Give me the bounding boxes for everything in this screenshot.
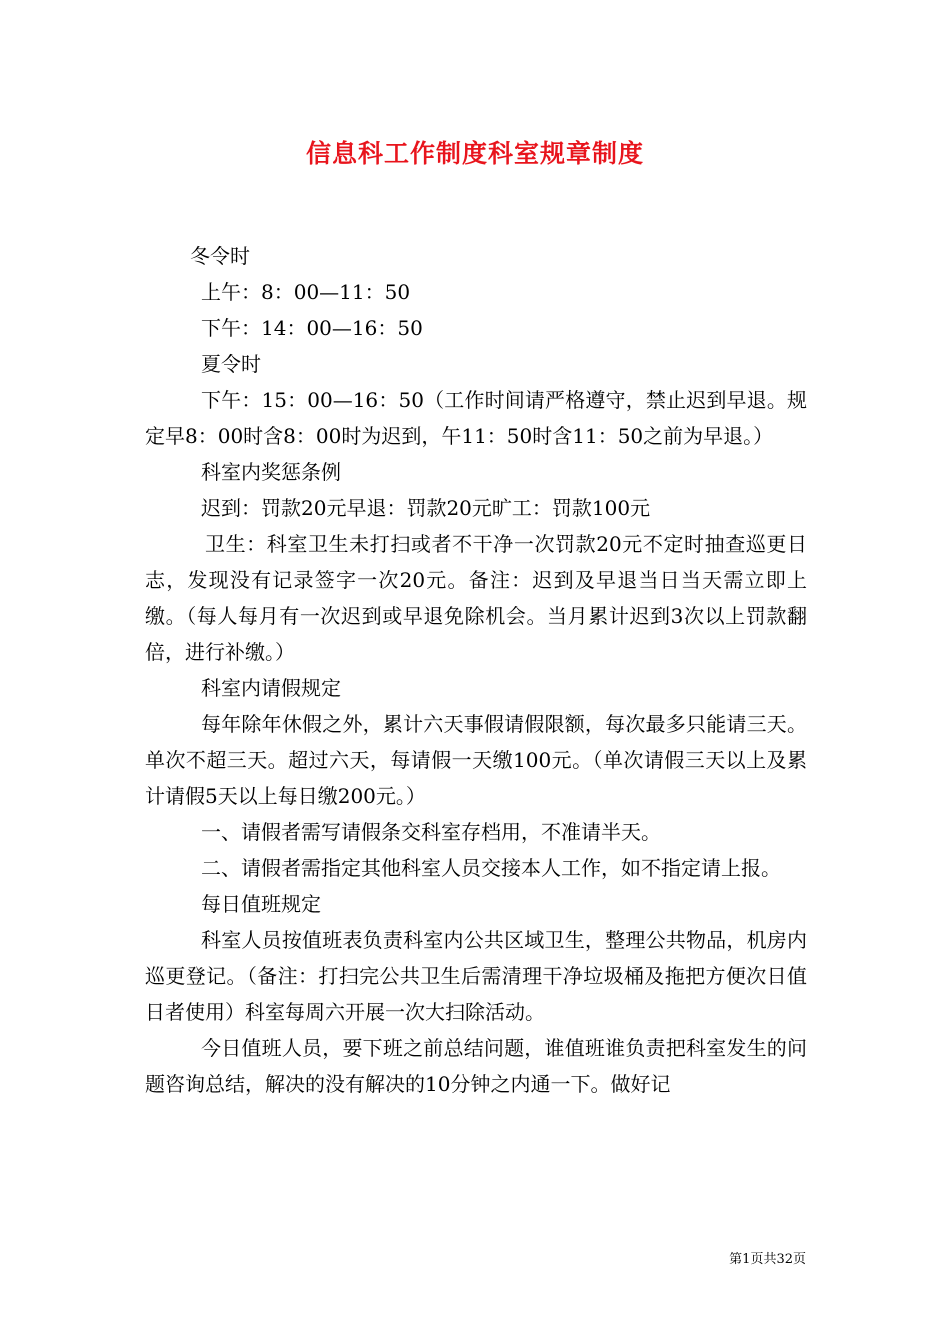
paragraph-leave-limits: 每年除年休假之外，累计六天事假请假限额，每次最多只能请三天。单次不超三天。超过六天，每请假一天缴100元。（单次请假三天以上及累计请假5天以上每日缴200元。） [145, 712, 807, 808]
paragraph-duty-heading: 每日值班规定 [201, 892, 321, 916]
paragraph-leave-rule-1: 一、请假者需写请假条交科室存档用，不准请半天。 [201, 820, 661, 844]
paragraph-fines: 迟到：罚款20元早退：罚款20元旷工：罚款100元 [201, 496, 651, 520]
paragraph-winter-afternoon: 下午：14：00—16：50 [201, 316, 423, 340]
paragraph-summer-hours-heading: 夏令时 [201, 352, 261, 376]
paragraph-winter-morning: 上午：8：00—11：50 [201, 280, 411, 304]
paragraph-rewards-heading: 科室内奖惩条例 [201, 460, 341, 484]
document-title: 信息科工作制度科室规章制度 [305, 139, 644, 168]
paragraph-duty-rules: 科室人员按值班表负责科室内公共区域卫生，整理公共物品，机房内巡更登记。（备注：打扫完公共卫生后需清理干净垃圾桶及拖把方便次日值日者使用）科室每周六开展一次大扫除活动。 [145, 928, 807, 1024]
paragraph-winter-hours-heading: 冬令时 [190, 244, 250, 268]
page-number-footer: 第1页共32页 [729, 1252, 806, 1267]
paragraph-hygiene: 卫生：科室卫生未打扫或者不干净一次罚款20元不定时抽查巡更日志，发现没有记录签字一次20元。备注：迟到及早退当日当天需立即上缴。（每人每月有一次迟到或早退免除机会。当月累计迟到3次以上罚款翻倍，进行补缴。） [145, 532, 807, 664]
paragraph-leave-heading: 科室内请假规定 [201, 676, 341, 700]
document-body [145, 238, 807, 1102]
paragraph-summer-afternoon: 下午：15：00—16：50（工作时间请严格遵守，禁止迟到早退。规定早8：00时含8：00时为迟到，午11：50时含11：50之前为早退。） [145, 388, 807, 448]
paragraph-duty-summary: 今日值班人员，要下班之前总结问题，谁值班谁负责把科室发生的问题咨询总结，解决的没有解决的10分钟之内通一下。做好记 [145, 1036, 807, 1096]
paragraph-leave-rule-2: 二、请假者需指定其他科室人员交接本人工作，如不指定请上报。 [201, 856, 781, 880]
